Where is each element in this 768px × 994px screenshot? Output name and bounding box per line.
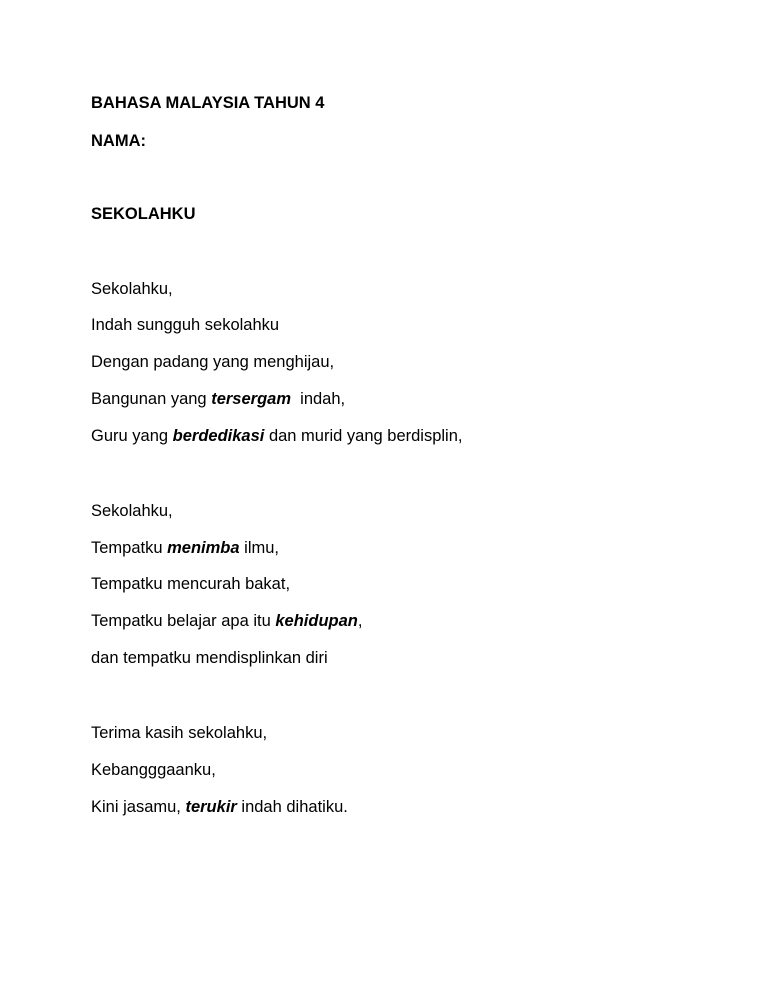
stanza1-line4-text-end: indah, <box>291 390 346 408</box>
stanza2-line2-text-end: ilmu, <box>239 539 279 557</box>
stanza2-line3: Tempatku mencurah bakat, <box>91 575 291 593</box>
stanza1-line5-text-end: dan murid yang berdisplin, <box>264 427 463 445</box>
stanza1-line1: Sekolahku, <box>91 280 173 298</box>
stanza3-line1: Terima kasih sekolahku, <box>91 724 268 742</box>
stanza2-line1: Sekolahku, <box>91 502 173 520</box>
stanza1-line4 <box>91 389 345 409</box>
emphasized-word: terukir <box>185 798 237 816</box>
stanza3-line3-text: Kini jasamu, <box>91 798 186 816</box>
emphasized-word: berdedikasi <box>172 427 265 445</box>
name-label: NAMA: <box>91 132 146 150</box>
emphasized-word: kehidupan <box>275 612 358 630</box>
stanza3-line3-text-end: indah dihatiku. <box>236 798 348 816</box>
poem-title: SEKOLAHKU <box>91 205 196 223</box>
stanza1-line5 <box>91 426 462 446</box>
stanza2-line4-text: Tempatku belajar apa itu <box>91 612 276 630</box>
stanza1-line3: Dengan padang yang menghijau, <box>91 353 335 371</box>
emphasized-word: menimba <box>167 539 240 557</box>
stanza1-line2: Indah sungguh sekolahku <box>91 316 280 334</box>
stanza1-line5-text: Guru yang <box>91 427 173 445</box>
stanza2-line2-text: Tempatku <box>91 539 168 557</box>
emphasized-word: tersergam <box>211 390 291 408</box>
subject-heading: BAHASA MALAYSIA TAHUN 4 <box>91 94 325 112</box>
stanza2-line2 <box>91 538 279 558</box>
stanza2-line5: dan tempatku mendisplinkan diri <box>91 649 328 667</box>
stanza2-line4-text-end: , <box>357 612 363 630</box>
stanza3-line2: Kebangggaanku, <box>91 761 216 779</box>
stanza3-line3 <box>91 797 348 817</box>
stanza2-line4 <box>91 611 362 631</box>
stanza1-line4-text: Bangunan yang <box>91 390 212 408</box>
